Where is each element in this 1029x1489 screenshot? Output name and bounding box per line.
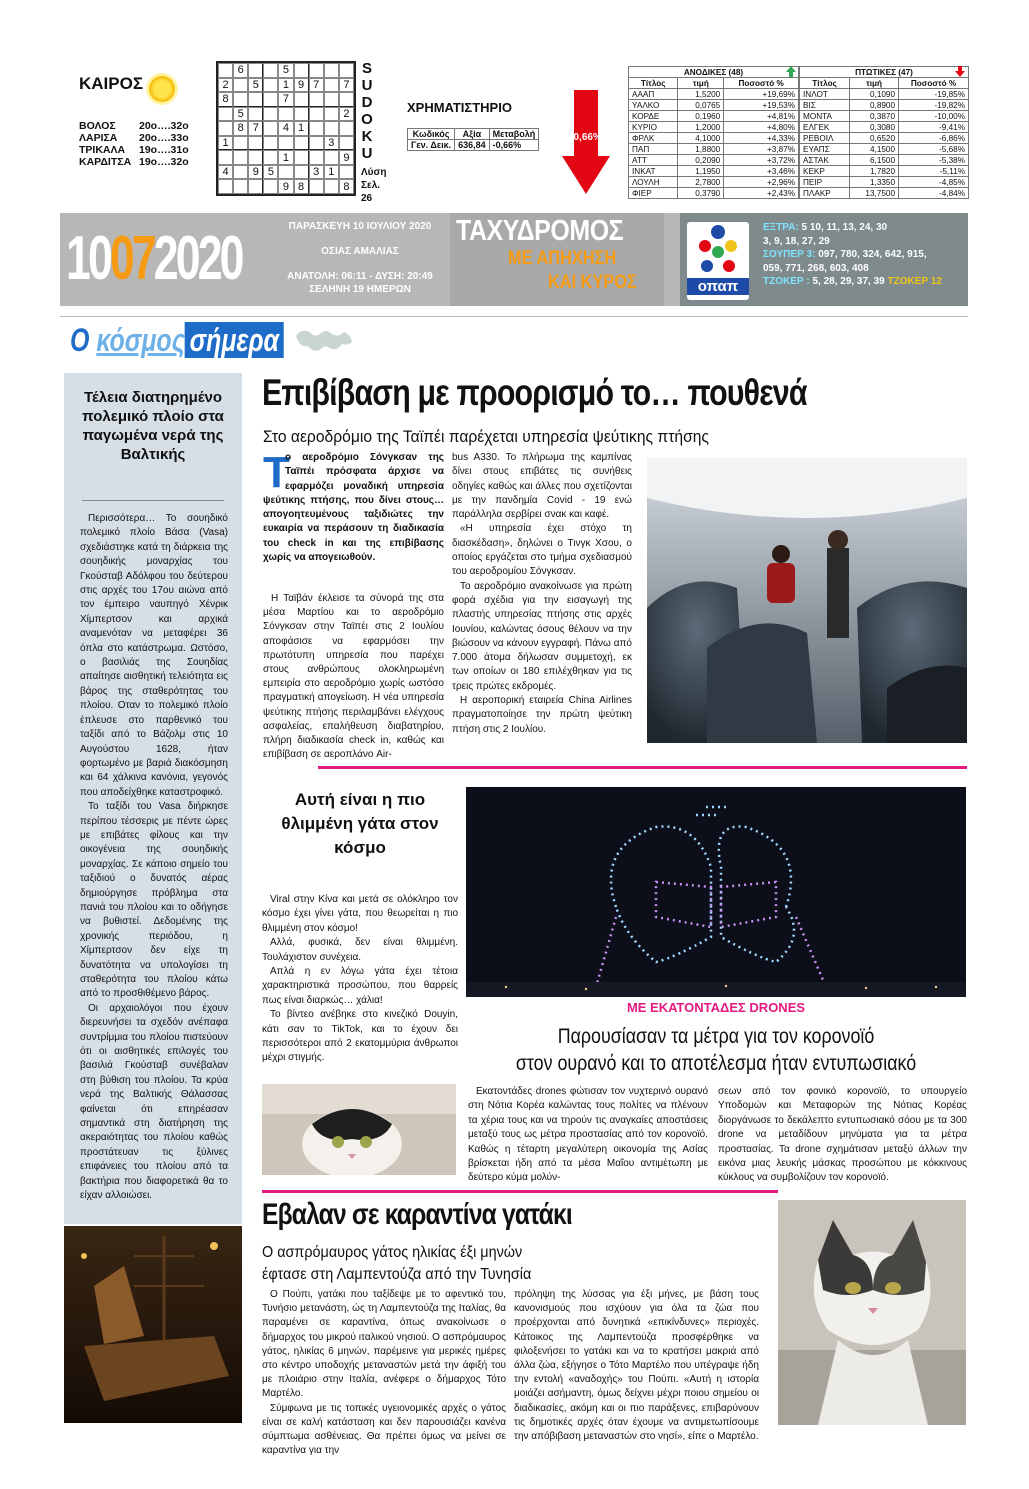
sudoku-cell	[233, 179, 248, 194]
sudoku-cell	[339, 63, 354, 78]
lottery-results: ΕΞΤΡΑ: 5 10, 11, 13, 24, 30 3, 9, 18, 27, 29 ΣΟΥΠΕΡ 3: 097, 780, 324, 642, 915, 059, 771, 268, 603, 408 ΤΖΟΚΕΡ : 5, 28, 29, 37, 39 ΤΖΟΚΕΡ 12	[763, 222, 942, 287]
sudoku-cell: 8	[218, 92, 233, 107]
sad-cat-body: Viral στην Κίνα και μετά σε ολόκληρο τον κόσμο έχει γίνει γάτα, που θεωρείται η πιο θλιμμένη στον κόσμο! Αλλά, φυσικά, δεν είναι θλιμμένη. Τουλάχιστον συνέχεια. Απλά η εν λόγω γάτα έχει τέτοια χαρακτηριστικά προσώπου, που θαρρείς πως είναι διαρκώς… χάλια! Το βίντεο ανέβηκε στο κινεζικό Douyin, κάτι σαν το TikTok, και το έχουν δει περισσότεροι από 2 εκατομμύρια άνθρωποι μέχρι στιγμής.	[262, 894, 458, 1064]
sudoku-cell: 4	[278, 121, 293, 136]
sudoku-cell	[324, 150, 339, 165]
sudoku-cell: 3	[324, 136, 339, 151]
sudoku-cell	[324, 63, 339, 78]
sudoku-cell	[248, 92, 263, 107]
gainers-table: ΑΝΟΔΙΚΕΣ (48) Τίτλος τιμή Ποσοστό % ΑΑΑΠ 1,5200 +19,69% ΥΑΛΚΟ 0,0765 +19,53% ΚΟΡΔΕ 0,1960 +4,81% ΚΥΡΙΟ 1,2000 +4,80% ΦΡΛΚ 4,1000 +4,33% ΠΑΠ 1,8800 +3,87% ΑΤΤ 0,2090 +3,72% ΙΝΚΑΤ 1,1950 +3,46% ΛΟΥΛΗ 2,7800 +2,96% ΦΙΕΡ 0,3790 +2,43%	[628, 66, 799, 199]
sudoku-cell	[339, 136, 354, 151]
stock-row: ΑΤΤ 0,2090 +3,72%	[629, 155, 799, 166]
sudoku-cell: 9	[294, 78, 309, 93]
date-info: ΠΑΡΑΣΚΕΥΗ 10 ΙΟΥΛΙΟΥ 2020 ΟΣΙΑΣ ΑΜΑΛΙΑΣ ΑΝΑΤΟΛΗ: 06:11 - ΔΥΣΗ: 20:49 ΣΕΛΗΝΗ 19 ΗΜΕΡΩΝ	[287, 221, 433, 295]
drones-col-1: Εκατοντάδες drones φώτισαν τον νυχτερινό ουρανό στη Νότια Κορέα καλώντας τους πολίτες να πλένουν τα χέρια τους και να τηρούν τις αναγκαίες αποστάσεις μεταξύ τους ως μέτρα προστασίας από τον κορονοϊό. Καθώς η τέταρτη μεγαλύτερη οικονομία της Ασίας βρίσκεται ήδη από τα μέσα Μαΐου αντιμέτωπη με δεύτερο κύμα μολύν-	[468, 1086, 708, 1184]
stock-row: ΦΙΕΡ 0,3790 +2,43%	[629, 188, 799, 199]
sudoku-cell: 1	[278, 150, 293, 165]
sudoku-cell	[263, 121, 278, 136]
quarantine-headline: Εβαλαν σε καραντίνα γατάκι	[262, 1198, 572, 1231]
quarantine-subhead: Ο ασπρόμαυρος γάτος ηλικίας έξι μηνών έφτασε στη Λαμπεντούζα από την Τυνησία	[262, 1244, 532, 1283]
vasa-ship-photo	[64, 1226, 242, 1423]
sidebar-body: Περισσότερα… Το σουηδικό πολεμικό πλοίο Βάσα (Vasa) σχεδιάστηκε κατά τη διάρκεια της σουηδικής μοναρχίας του Γκούσταβ Αδόλφου του δεύτερου στις αρχές του 17ου αιώνα από τον έμπειρο ναυπηγό Χένρικ Χίμπερτσον και αρχικά αναμενόταν να μεταφέρει 36 όπλα στο κατάστρωμα. Ωστόσο, ο βασιλιάς της Σουηδίας απαίτησε αισθητική τελειότητα εις βάρος της σταθερότητας του πλοίου. Οταν το πολεμικό πλοίο έπλευσε στο παρθενικό του ταξίδι από το Βάζολμ στις 10 Αυγούστου 1628, ήταν φορτωμένο με βαριά διακόσμηση και 64 χάλκινα κανόνια, γεγονός που αποδείχθηκε καταστροφικό. Το ταξίδι του Vasa διήρκησε περίπου τέσσερις με πέντε ώρες με επιβάτες φίλους και την οικογένεια της σουηδικής μοναρχίας. Σε κάποιο σημείο του ταξιδιού ο δυνατός αέρας δημιούργησε πρόβλημα στα πανιά του πλοίου και το οδήγησε να βυθιστεί. Δεδομένης της χρονικής περιόδου, η Χίμπερτσον δεν είχε τη δυνατότητα να υπολογίσει τη σταθερότητα του πλοίου κάτω από το προσθιθέμενο βάρος. Οι αρχαιολόγοι που έχουν διερευνήσει τα σχεδόν ανέπαφα συντρίμμια του πλοίου πιστεύουν ότι οι αισθητικές επιλογές του βασιλιά Γκούσταβ συνέβαλαν στη βύθιση του πλοίου. Τα κρύα νερά της Βαλτικής Θάλασσας φαίνεται ότι επηρέασαν σημαντικά στη διατήρηση της ακεραιότητας του πλοίου καθώς προστάτευαν τις ξύλινες επιφάνειες του πλοίου από τα βακτήρια που διαφορετικά θα το είχαν αλλοιώσει.	[80, 513, 228, 1202]
sudoku-cell	[324, 121, 339, 136]
sudoku-cell	[218, 179, 233, 194]
sudoku-cell	[218, 63, 233, 78]
sudoku-cell: 6	[233, 63, 248, 78]
sudoku-cell	[233, 165, 248, 180]
sudoku-cell	[278, 136, 293, 151]
sudoku-cell	[339, 92, 354, 107]
sudoku-cell	[218, 107, 233, 122]
sudoku-cell	[309, 92, 324, 107]
stock-row: ΚΕΚΡ 1,7820 -5,11%	[800, 166, 969, 177]
sudoku-cell: 1	[278, 78, 293, 93]
down-small-arrow-icon	[955, 66, 965, 77]
sudoku-cell	[309, 121, 324, 136]
sudoku-cell	[309, 63, 324, 78]
stock-row: ΚΥΡΙΟ 1,2000 +4,80%	[629, 122, 799, 133]
sudoku-cell: 2	[339, 107, 354, 122]
sudoku-cell	[324, 78, 339, 93]
sudoku-cell	[218, 150, 233, 165]
pink-divider	[318, 766, 967, 769]
sudoku-cell	[263, 136, 278, 151]
sudoku-solution-note: Λύση Σελ. 26	[361, 167, 387, 204]
sudoku-cell	[324, 179, 339, 194]
quarantine-col-1: Ο Πούπι, γατάκι που ταξίδεψε με το αφεντικό του, Τυνήσιο μετανάστη, ώς τη Λαμπεντούζα της Ιταλίας, θα παραμένει σε καραντίνα, όπως ανακοίνωσε ο δήμαρχος του μικρού ιταλικού νησιού. Ο ασπρόμαυρος γάτος, ηλικίας 6 μηνών, παρέμεινε για μερικές ημέρες στο κέντρο υποδοχής μεταναστών μετά την άφιξή του με πλοιάριο στην Ιταλία, ανέφερε ο δήμαρχος Τότο Μαρτέλο. Σύμφωνα με τις τοπικές υγειονομικές αρχές ο γάτος είναι σε καλή κατάσταση και δεν παρουσιάζει κανένα σύμπτωμα ασθένειας. Θα πρέπει όμως να μείνει σε καραντίνα για την	[262, 1289, 506, 1457]
sudoku-cell: 4	[218, 165, 233, 180]
stock-row: ΛΟΥΛΗ 2,7800 +2,96%	[629, 177, 799, 188]
sudoku-side-label: S U D O K U	[361, 60, 373, 162]
brand-sub-2: ΚΑΙ ΚΥΡΟΣ	[548, 272, 637, 293]
world-map-icon	[292, 322, 356, 362]
sudoku-cell	[339, 121, 354, 136]
drones-kicker: ΜΕ ΕΚΑΤΟΝΤΑΔΕΣ DRONES	[626, 1000, 806, 1015]
airplane-cabin-photo	[647, 458, 967, 743]
puppy-cat-photo	[778, 1200, 966, 1425]
sudoku-cell	[294, 150, 309, 165]
stock-row: ΠΑΠ 1,8800 +3,87%	[629, 144, 799, 155]
sudoku-cell	[294, 136, 309, 151]
stock-row: ΡΕΒΟΙΛ 0,6520 -6,86%	[800, 133, 969, 144]
stock-row: ΙΝΛΟΤ 0,1090 -19,85%	[800, 89, 969, 100]
sudoku-cell	[309, 136, 324, 151]
sudoku-cell	[309, 107, 324, 122]
brand-sub-1: ΜΕ ΑΠΗΧΗΣΗ	[508, 248, 617, 269]
sudoku-cell: 5	[248, 78, 263, 93]
sudoku-cell	[248, 107, 263, 122]
sudoku-cell: 2	[218, 78, 233, 93]
section-rule	[60, 316, 968, 317]
sidebar-rule	[82, 500, 224, 501]
sudoku-cell: 5	[263, 165, 278, 180]
drones-headline: Παρουσίασαν τα μέτρα για τον κορονοϊό στον ουρανό και το αποτέλεσμα ήταν εντυπωσιακό	[515, 1025, 917, 1075]
quarantine-col-2: πρόληψη της λύσσας για έξι μήνες, με βάση τους κανονισμούς που ισχύουν για όλα τα ζώα που προέρχονται από δυνητικά «επικίνδυνες» περιοχές. Κάτοικος της Λαμπεντούζα προσφέρθηκε να φιλοξενήσει το γατάκι και να το κρατήσει μακριά από άλλα ζώα, εξήγησε ο Τότο Μαρτέλο που υπέγραψε ήδη την εντολή «αναδοχής» του Πούπι. «Αυτή η ιστορία μοιάζει ασήμαντη, όμως δείχνει μέχρι ποιου σημείου οι διαδικασίες, ακόμη και οι πιο παράξενες, επιβαρύνουν τις δημοτικές αρχές όταν έχουμε να αντιμετωπίσουμε την απόβιβαση μεταναστών στο νησί», είπε ο Μαρτέλο.	[514, 1289, 759, 1443]
sudoku-cell: 1	[218, 136, 233, 151]
main-subhead: Στο αεροδρόμιο της Ταϊπέι παρέχεται υπηρεσία ψεύτικης πτήσης	[263, 427, 709, 446]
sudoku-cell: 7	[278, 92, 293, 107]
weather-row: ΒΟΛΟΣ 20ο….32ο	[79, 120, 189, 132]
stock-row: ΠΛΑΚΡ 13,7500 -4,84%	[800, 188, 969, 199]
sudoku-cell	[324, 92, 339, 107]
sudoku-cell	[339, 165, 354, 180]
stock-row: ΠΕΙΡ 1,3350 -4,85%	[800, 177, 969, 188]
sudoku-cell	[294, 63, 309, 78]
sudoku-cell	[263, 107, 278, 122]
up-arrow-icon	[786, 66, 796, 77]
sudoku-cell	[263, 150, 278, 165]
sudoku-cell: 3	[309, 165, 324, 180]
weather-title: ΚΑΙΡΟΣ	[79, 74, 144, 93]
weather-row: ΛΑΡΙΣΑ 20ο….33ο	[79, 132, 189, 144]
sudoku-cell: 7	[339, 78, 354, 93]
sudoku-cell	[324, 107, 339, 122]
stock-market-title: ΧΡΗΜΑΤΙΣΤΗΡΙΟ	[407, 100, 512, 115]
sudoku-cell	[309, 150, 324, 165]
stock-row: ΦΡΛΚ 4,1000 +4,33%	[629, 133, 799, 144]
pink-divider-2	[262, 1190, 778, 1193]
sudoku-cell	[294, 107, 309, 122]
sudoku-cell	[248, 63, 263, 78]
drones-photo	[466, 787, 966, 997]
sudoku-cell: 1	[324, 165, 339, 180]
sudoku-cell	[263, 63, 278, 78]
sudoku-cell: 8	[339, 179, 354, 194]
sudoku-cell	[263, 92, 278, 107]
index-table: Κωδικός Αξία Μεταβολή Γεν. Δεικ. 636,84 -0,66%	[407, 128, 539, 151]
sudoku-cell	[294, 92, 309, 107]
sudoku-cell	[248, 136, 263, 151]
sudoku-cell: 1	[294, 121, 309, 136]
sudoku-cell	[218, 121, 233, 136]
sudoku-cell	[248, 179, 263, 194]
sudoku-cell: 9	[339, 150, 354, 165]
sidebar-headline: Τέλεια διατηρημένο πολεμικό πλοίο στα παγωμένα νερά της Βαλτικής	[82, 389, 224, 463]
weather-row: ΤΡΙΚΑΛΑ 19ο….31ο	[79, 144, 189, 156]
stock-row: ΚΟΡΔΕ 0,1960 +4,81%	[629, 111, 799, 122]
stock-row: ΑΑΑΠ 1,5200 +19,69%	[629, 89, 799, 100]
sudoku-cell	[233, 136, 248, 151]
weather-box	[63, 62, 203, 182]
sudoku-cell: 5	[233, 107, 248, 122]
sudoku-cell	[233, 150, 248, 165]
sudoku-cell	[278, 165, 293, 180]
sudoku-cell: 9	[248, 165, 263, 180]
sun-icon	[149, 76, 175, 102]
sudoku-cell	[263, 78, 278, 93]
sudoku-cell	[309, 179, 324, 194]
sudoku-cell: 9	[278, 179, 293, 194]
stock-row: ΥΑΛΚΟ 0,0765 +19,53%	[629, 100, 799, 111]
stock-row: ΜΟΝΤΑ 0,3870 -10,00%	[800, 111, 969, 122]
sudoku-cell: 7	[248, 121, 263, 136]
index-change-label: -0,66%	[570, 132, 602, 143]
stock-row: ΑΣΤΑΚ 6,1500 -5,38%	[800, 155, 969, 166]
weather-row: ΚΑΡΔΙΤΣΑ 19ο….32ο	[79, 156, 189, 168]
sudoku-cell: 5	[278, 63, 293, 78]
main-headline: Επιβίβαση με προορισμό το… πουθενά	[262, 372, 807, 413]
stock-row: ΙΝΚΑΤ 1,1950 +3,46%	[629, 166, 799, 177]
main-lead: ο αεροδρόμιο Σόνγκσαν της Ταϊπέι πρόσφατα άρχισε να εφαρμόζει μοναδική υπηρεσία ψεύτικης πτήσης, που δίνει στους… απογοητευμένους ταξιδιώτες την ευκαιρία να περάσουν τη διαδικασία του check in και της επιβίβασης χωρίς να απογειωθούν.	[263, 452, 444, 564]
sudoku-cell	[278, 107, 293, 122]
sudoku-cell	[294, 165, 309, 180]
big-date: 10072020	[66, 224, 242, 293]
main-col-2: bus A330. Το πλήρωμα της καμπίνας δίνει στους επιβάτες τις συνήθεις οδηγίες καθώς και άλλες που σχετίζονται με την πανδημία Covid - 19 ενώ παράλληλα σερβίρει σνακ και καφέ. «Η υπηρεσία έχει στόχο τη διασκέδαση», δηλώνει ο Τινγκ Χσου, ο οποίος εργάζεται στο τμήμα σχεδιασμού του αεροδρομίου Σόνγκσαν. Το αεροδρόμιο ανακοίνωσε για πρώτη φορά σχέδια για την εισαγωγή της πλαστής υπηρεσίας πτήσης στις αρχές Ιουνίου, καλώντας όσους θέλουν να την βιώσουν να κάνουν εγγραφή. Πάνω από 7.000 άτομα δήλωσαν συμμετοχή, εκ των οποίων οι 180 επιλέχθηκαν για τις τρεις πρώτες εκδρομές. Η αεροπορική εταιρεία China Airlines πραγματοποίησε την πρώτη ψεύτικη πτήση στις 2 Ιουλίου.	[452, 452, 632, 735]
stock-row: ΕΥΑΠΣ 4,1500 -5,68%	[800, 144, 969, 155]
sudoku-cell: 7	[309, 78, 324, 93]
brand-title: ΤΑΧΥΔΡΟΜΟΣ	[456, 215, 624, 247]
sudoku-cell	[248, 150, 263, 165]
main-dropcap: Τ	[263, 448, 290, 497]
sudoku-cell	[233, 92, 248, 107]
stock-row: ΕΛΓΕΚ 0,3080 -9,41%	[800, 122, 969, 133]
sad-cat-headline: Αυτή είναι η πιο θλιμμένη γάτα στον κόσμο	[281, 790, 439, 857]
section-banner: Ο κόσμος σήμερα	[70, 322, 284, 362]
sad-cat-photo	[262, 1084, 456, 1175]
losers-table: ΠΤΩΤΙΚΕΣ (47) Τίτλος τιμή Ποσοστό % ΙΝΛΟΤ 0,1090 -19,85% ΒΙΣ 0,8900 -19,82% ΜΟΝΤΑ 0,3870 -10,00% ΕΛΓΕΚ 0,3080 -9,41% ΡΕΒΟΙΛ 0,6520 -6,86% ΕΥΑΠΣ 4,1500 -5,68% ΑΣΤΑΚ 6,1500 -5,38% ΚΕΚΡ 1,7820 -5,11% ΠΕΙΡ 1,3350 -4,85% ΠΛΑΚΡ 13,7500 -4,84%	[799, 66, 969, 199]
sudoku-cell	[263, 179, 278, 194]
opap-logo-text: οπαπ	[687, 278, 749, 295]
sudoku-cell	[233, 78, 248, 93]
main-col-1: Η Ταϊβάν έκλεισε τα σύνορά της στα μέσα Μαρτίου και το αεροδρόμιο Σόνγκσαν στην Ταϊπέι στις 2 Ιουλίου αποφάσισε να εφαρμόσει την πρωτότυπη υπηρεσία που παρέχει στους ανθρώπους ολοκληρωμένη εμπειρία στο αεροδρόμιο χωρίς ωστόσο πραγματική απογείωση. Η νέα υπηρεσία ψεύτικης πτήσης περιλαμβάνει ελέγχους ασφαλείας, επαλήθευση διαβατηρίου, πλήρη διαδικασία check in, καθώς και επιβίβαση σε αεροπλάνο Air-	[263, 593, 444, 761]
stock-row: ΒΙΣ 0,8900 -19,82%	[800, 100, 969, 111]
drones-col-2: σεων από τον φονικό κορονοϊό, το υπουργείο Υποδομών και Μεταφορών της Νότιας Κορέας διοργάνωσε το δεκάλεπτο εντυπωσιακό σόου με τα 300 drone να μεταδίδουν μηνύματα για τα μέτρα προστασίας. Τα drone σχημάτισαν μεταξύ άλλων την εικόνα μιας λευκής μάσκας προσώπου με κόκκινους κύκλους να συμβολίζουν τον κορονοϊό.	[718, 1086, 967, 1184]
sudoku-cell: 8	[233, 121, 248, 136]
sudoku-cell: 8	[294, 179, 309, 194]
opap-logo	[687, 222, 749, 300]
sudoku-grid	[216, 61, 356, 196]
